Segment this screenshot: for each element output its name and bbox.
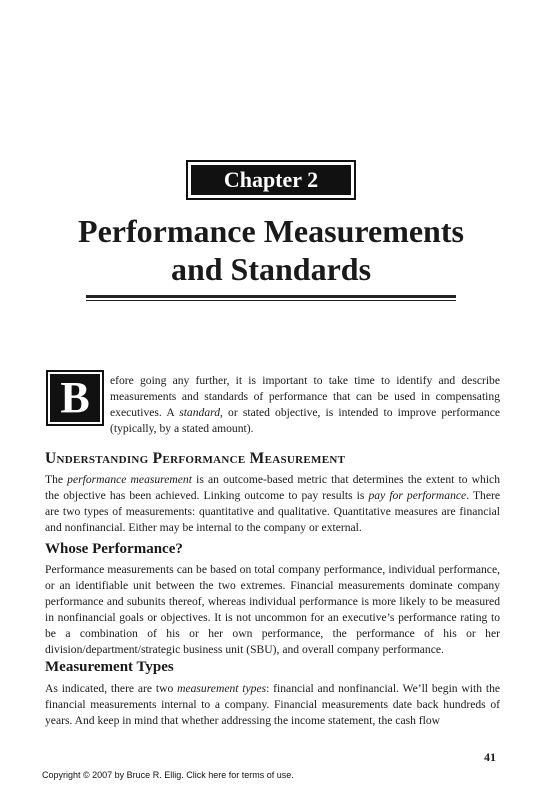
paragraph-measurement-types (45, 681, 500, 729)
para1-text-2: is an outcome-based metric that determines the extent to which the objective has been achieved. Linking outcome to pay results is (45, 473, 500, 502)
intro-paragraph (110, 373, 500, 437)
intro-text-1: efore going any further, it is important to take time to identify and describe measurements and standards of performance that can be used in compensating executives. A (110, 374, 500, 419)
drop-cap-letter: B (50, 374, 100, 422)
section-heading: Understanding Performance Measurement (45, 450, 346, 467)
intro-text-2: , or stated objective, is intended to improve performance (typically, by a stated amount). (110, 406, 501, 435)
subheading-whose-performance: Whose Performance? (45, 541, 183, 557)
chapter-title (0, 212, 542, 288)
title-rule-thin (86, 300, 456, 301)
para1-term-1: performance measurement (67, 473, 192, 486)
chapter-title-line2: and Standards (170, 251, 372, 287)
paragraph-performance-measurement (45, 472, 500, 536)
para1-term-2: pay for performance (368, 489, 467, 502)
chapter-label-box (186, 160, 356, 200)
para1-text-3: . There are two types of measurements: quantitative and qualitative. Quantitative measures are financial and nonfinancial. Either may be internal to the company or external. (45, 489, 500, 534)
para3-term-1: measurement types (177, 682, 267, 695)
subheading-measurement-types: Measurement Types (45, 659, 174, 675)
chapter-title-line1: Performance Measurements (78, 213, 464, 249)
title-rule-thick (86, 295, 456, 298)
para3-text-2: : financial and nonfinancial. We’ll begin with the financial measurements internal to a company. Financial measurements date back hundreds of years. And keep in mind that whether addressing the income statement, the cash flow (45, 682, 501, 727)
para1-text-1: The (45, 473, 68, 486)
drop-cap-box (46, 370, 104, 426)
intro-term-standard: standard (179, 406, 221, 419)
copyright-terms-link[interactable]: Copyright © 2007 by Bruce R. Ellig. Click here for terms of use. (42, 770, 294, 780)
para3-text-1: As indicated, there are two (45, 682, 178, 695)
paragraph-whose-performance: Performance measurements can be based on total company performance, individual performance, or an identifiable unit between the two extremes. Financial measurements dominate company performance and subunits thereof, whereas individual performance is more likely to be measured in nonfinancial goals or objectives. It is not uncommon for an executive’s performance rating to be a combination of his or her own performance, the performance of his or her division/department/strategic business unit (SBU), and overall company performance. (45, 563, 500, 656)
page-number: 41 (484, 750, 496, 764)
chapter-label: Chapter 2 (191, 165, 351, 195)
